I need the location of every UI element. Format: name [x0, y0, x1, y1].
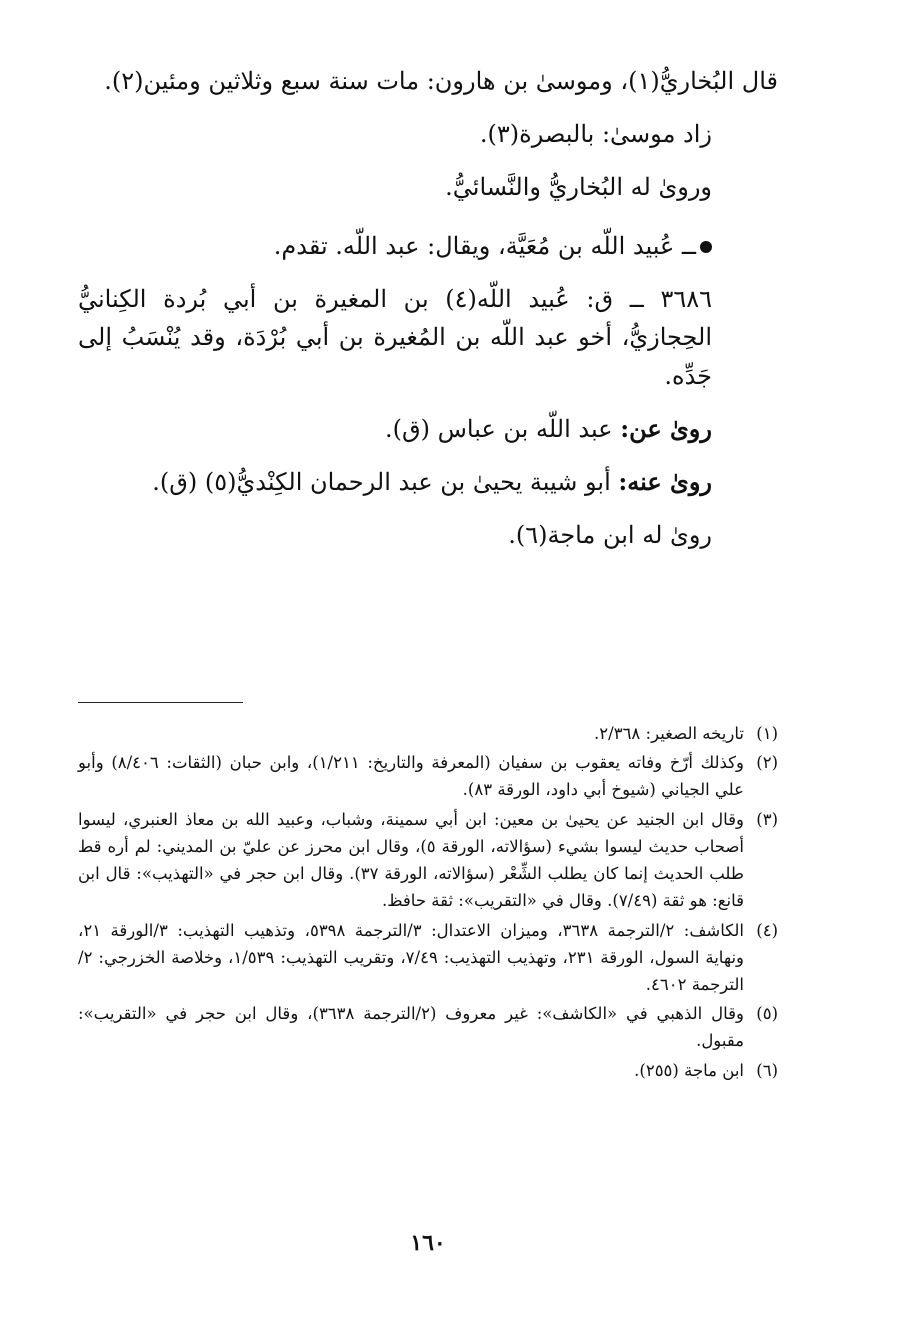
footnote [78, 917, 778, 999]
footnote-text: ابن ماجة (٢٥٥). [634, 1060, 744, 1080]
page-number: ١٦٠ [410, 1230, 446, 1256]
footnote-text: وقال الذهبي في «الكاشف»: غير معروف (٢/الترجمة ٣٦٣٨)، وقال ابن حجر في «التقريب»: مقبول. [78, 1004, 744, 1051]
footnotes [78, 720, 778, 1086]
footnote [78, 720, 778, 747]
footnote-text: وقال ابن الجنيد عن يحيىٰ بن معين: ابن أبي سمينة، وشباب، وعبيد الله بن معاذ العنبري، ليسوا أصحاب حديث ليسوا بشيء (سؤالاته، الورقة ٥)، وقال ابن محرز عن عليّ بن المديني: لم أره قط طلب الحديث إنما كان يطلب الشِّعْر (سؤالاته، الورقة ٣٧). وقال ابن حجر في «التهذيب»: قال ابن قانع: هو ثقة (٧/٤٩). وقال في «التقريب»: ثقة حافظ. [78, 809, 744, 911]
footnote [78, 1000, 778, 1054]
paragraph-ibn-majah: روىٰ له ابن ماجة(٦). [508, 520, 712, 549]
footnote-separator [78, 702, 243, 703]
document-page [78, 62, 778, 1256]
footnote-number: (٥) [756, 1004, 778, 1024]
footnote-text: تاريخه الصغير: ٢/٣٦٨. [594, 724, 744, 743]
footnote [78, 806, 778, 915]
bullet-entry [78, 227, 778, 266]
footnote-number: (٤) [756, 920, 778, 940]
paragraph-death-date: قال البُخاريُّ(١)، وموسىٰ بن هارون: مات سنة سبع وثلاثين ومئين(٢). [104, 67, 778, 95]
footnote-text: الكاشف: ٢/الترجمة ٣٦٣٨، وميزان الاعتدال: ٣/الترجمة ٥٣٩٨، وتذهيب التهذيب: ٣/الورقة ٢١، ونهاية السول، الورقة ٢٣١، وتهذيب التهذيب: ٧/٤٩، وتقريب التهذيب: ١/٥٣٩، وخلاصة الخزرجي: ٢/الترجمة ٤٦٠٢. [78, 920, 745, 994]
narrated-from-text: عبد اللّه بن عباس (ق). [385, 415, 613, 444]
footnote-number: (١) [756, 724, 778, 743]
narrated-by-him-text: أبو شيبة يحيىٰ بن عبد الرحمان الكِنْديُّ(٥) (ق). [152, 468, 611, 496]
entry-3686: ٣٦٨٦ ــ ق: عُبيد اللّه(٤) بن المغيرة بن أبي بُردة الكِنانيُّ الحِجازيُّ، أخو عبد اللّه بن المُغيرة بن أبي بُرْدَة، وقد يُنْسَبُ إلى جَدِّه. [78, 284, 712, 391]
footnote [78, 749, 778, 803]
footnote-number: (٣) [756, 809, 778, 829]
paragraph-narrated-by-him [78, 463, 778, 502]
footnote-text: وكذلك أرّخ وفاته يعقوب بن سفيان (المعرفة والتاريخ: ١/٢١١)، وابن حبان (الثقات: ٨/٤٠٦) وأبو علي الجياني (شيوخ أبي داود، الورقة ٨٣). [78, 753, 745, 800]
narrated-by-him-label: روىٰ عنه: [618, 467, 712, 496]
narrated-from-label: روىٰ عن: [620, 414, 712, 444]
bullet-entry-text: ــ عُبيد اللّه بن مُعَيَّة، ويقال: عبد اللّه. تقدم. [273, 231, 696, 260]
footnote-number: (٦) [756, 1060, 778, 1080]
paragraph-narrated-from [78, 410, 778, 449]
paragraph-narrated-by: وروىٰ له البُخاريُّ والنَّسائيُّ. [445, 172, 712, 201]
bullet-icon [700, 241, 712, 253]
footnote-number: (٢) [756, 753, 778, 773]
footnote [78, 1057, 778, 1084]
paragraph-musa-addition: زاد موسىٰ: بالبصرة(٣). [479, 119, 712, 148]
main-text [78, 62, 778, 555]
